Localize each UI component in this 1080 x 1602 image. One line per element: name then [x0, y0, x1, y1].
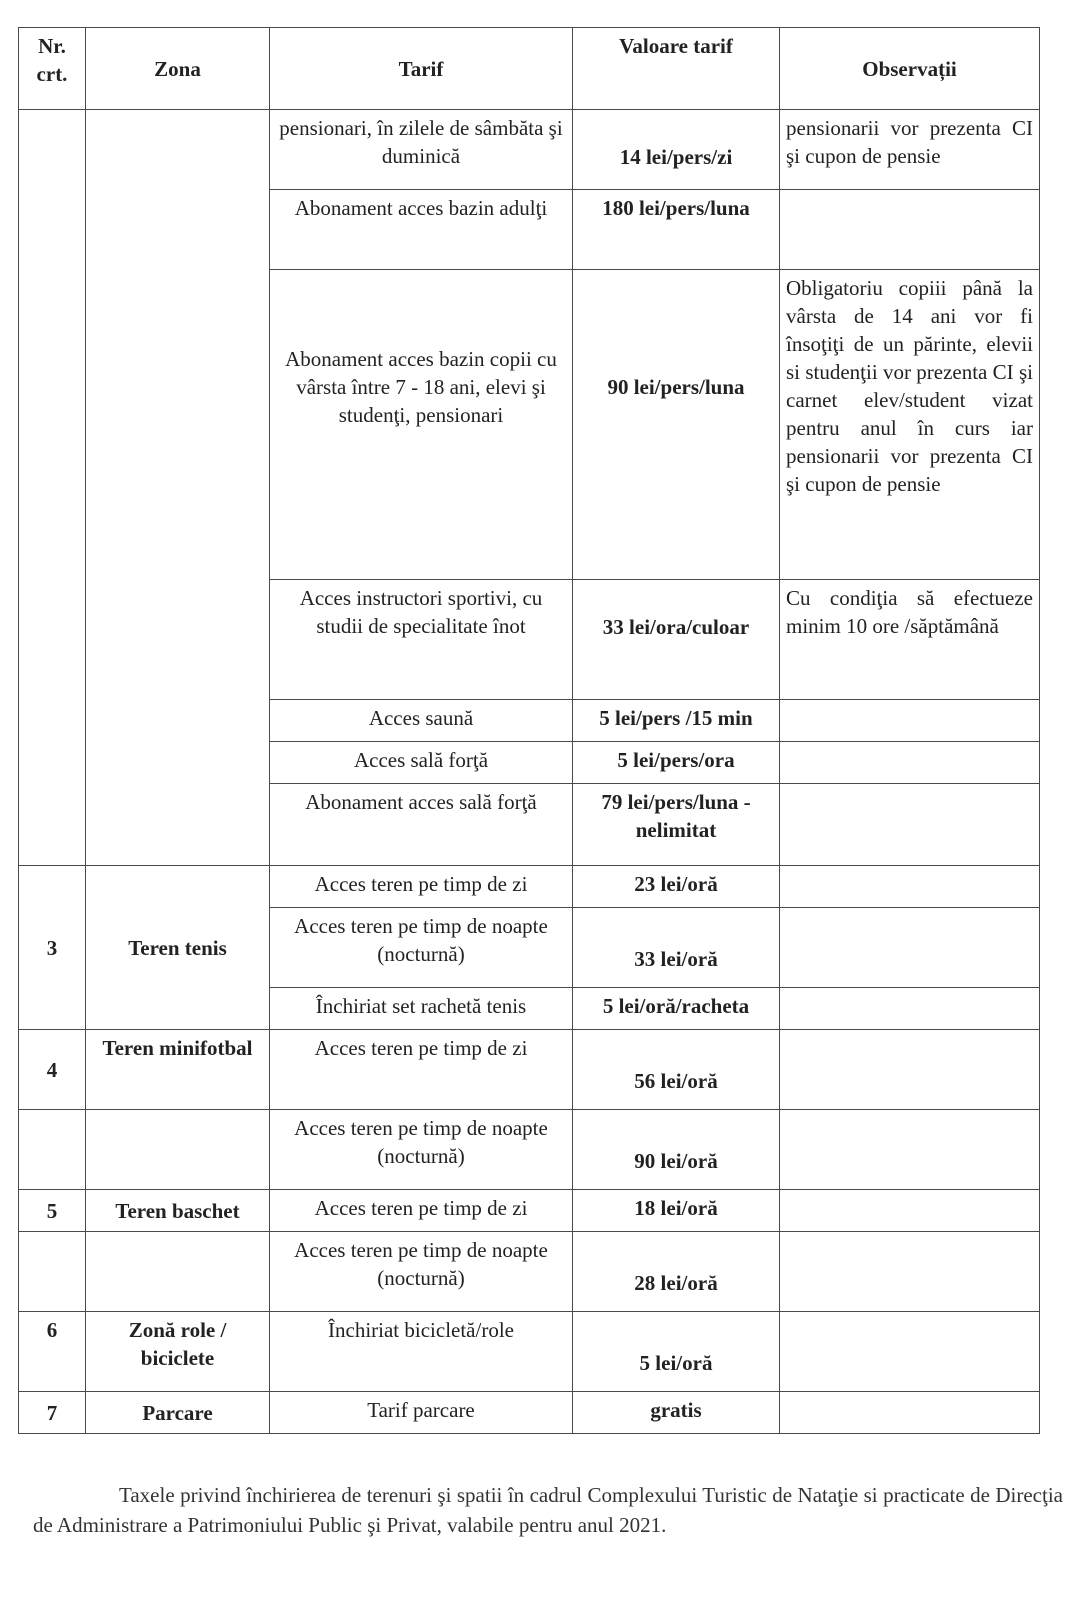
- nr-cell: 3: [19, 866, 86, 1030]
- header-nr: Nr. crt.: [19, 28, 86, 110]
- observatii-cell: [780, 700, 1040, 742]
- footer-note: [33, 1480, 1063, 1540]
- header-observatii: Observații: [780, 28, 1040, 110]
- observatii-cell: [780, 1392, 1040, 1434]
- tariff-table: [18, 27, 1040, 1434]
- valoare-cell: 90 lei/pers/luna: [573, 270, 780, 580]
- tarif-cell: Închiriat set rachetă tenis: [270, 988, 573, 1030]
- observatii-cell: [780, 742, 1040, 784]
- observatii-cell: [780, 1190, 1040, 1232]
- header-valoare: Valoare tarif: [573, 28, 780, 110]
- observatii-cell: [780, 1030, 1040, 1110]
- tarif-cell: pensionari, în zilele de sâmbăta şi duminică: [270, 110, 573, 190]
- valoare-cell: gratis: [573, 1392, 780, 1434]
- valoare-cell: 18 lei/oră: [573, 1190, 780, 1232]
- observatii-cell: Cu condiţia să efectueze minim 10 ore /săptămână: [780, 580, 1040, 700]
- tarif-cell: Închiriat bicicletă/role: [270, 1312, 573, 1392]
- valoare-cell: 5 lei/pers/ora: [573, 742, 780, 784]
- observatii-cell: [780, 988, 1040, 1030]
- tarif-cell: Acces sală forţă: [270, 742, 573, 784]
- nr-cell: 6: [19, 1312, 86, 1392]
- nr-cell: [19, 1110, 86, 1190]
- table-row: [19, 1312, 1040, 1392]
- tarif-cell: Abonament acces bazin copii cu vârsta între 7 - 18 ani, elevi şi studenţi, pensionari: [270, 270, 573, 580]
- tarif-cell: Tarif parcare: [270, 1392, 573, 1434]
- tarif-cell: Acces instructori sportivi, cu studii de specialitate înot: [270, 580, 573, 700]
- zona-cell: Teren tenis: [86, 866, 270, 1030]
- observatii-cell: [780, 866, 1040, 908]
- zona-cell: [86, 1110, 270, 1190]
- valoare-cell: 90 lei/oră: [573, 1110, 780, 1190]
- valoare-cell: 5 lei/oră/racheta: [573, 988, 780, 1030]
- observatii-cell: [780, 1110, 1040, 1190]
- nr-cell: [19, 1232, 86, 1312]
- tarif-cell: Acces saună: [270, 700, 573, 742]
- observatii-cell: [780, 784, 1040, 866]
- valoare-cell: 5 lei/oră: [573, 1312, 780, 1392]
- valoare-cell: 14 lei/pers/zi: [573, 110, 780, 190]
- table-header-row: [19, 28, 1040, 110]
- tarif-cell: Acces teren pe timp de zi: [270, 1030, 573, 1110]
- tarif-cell: Acces teren pe timp de zi: [270, 1190, 573, 1232]
- tarif-cell: Acces teren pe timp de zi: [270, 866, 573, 908]
- valoare-cell: 180 lei/pers/luna: [573, 190, 780, 270]
- table-row: [19, 1030, 1040, 1110]
- table-row: [19, 866, 1040, 908]
- zona-cell: [86, 1232, 270, 1312]
- tarif-cell: Acces teren pe timp de noapte (nocturnă): [270, 908, 573, 988]
- table-row: [19, 1110, 1040, 1190]
- footer-paragraph: Taxele privind închirierea de terenuri şi spatii în cadrul Complexului Turistic de Nataţie si practicate de Direcţia de Administrare a Patrimoniului Public şi Privat, valabile pentru anul 2021.: [33, 1483, 1063, 1537]
- zona-cell-empty: [86, 110, 270, 866]
- tarif-cell: Acces teren pe timp de noapte (nocturnă): [270, 1110, 573, 1190]
- nr-cell: 7: [19, 1392, 86, 1434]
- valoare-cell: 33 lei/ora/culoar: [573, 580, 780, 700]
- nr-cell: 5: [19, 1190, 86, 1232]
- observatii-cell: [780, 908, 1040, 988]
- valoare-cell: 79 lei/pers/luna - nelimitat: [573, 784, 780, 866]
- observatii-cell: Obligatoriu copiii până la vârsta de 14 ani vor fi însoţiţi de un părinte, elevii si studenţii vor prezenta CI şi carnet elev/student vizat pentru anul în curs iar pensionarii vor prezenta CI şi cupon de pensie: [780, 270, 1040, 580]
- valoare-cell: 23 lei/oră: [573, 866, 780, 908]
- tarif-cell: Abonament acces bazin adulţi: [270, 190, 573, 270]
- valoare-cell: 56 lei/oră: [573, 1030, 780, 1110]
- nr-cell-empty: [19, 110, 86, 866]
- tarif-cell: Acces teren pe timp de noapte (nocturnă): [270, 1232, 573, 1312]
- observatii-cell: pensionarii vor prezenta CI şi cupon de pensie: [780, 110, 1040, 190]
- header-zona: Zona: [86, 28, 270, 110]
- zona-cell: Teren baschet: [86, 1190, 270, 1232]
- observatii-cell: [780, 1312, 1040, 1392]
- zona-cell: Parcare: [86, 1392, 270, 1434]
- nr-cell: 4: [19, 1030, 86, 1110]
- valoare-cell: 33 lei/oră: [573, 908, 780, 988]
- observatii-cell: [780, 1232, 1040, 1312]
- table-row: [19, 1190, 1040, 1232]
- table-row: [19, 1392, 1040, 1434]
- table-row: [19, 110, 1040, 190]
- valoare-cell: 5 lei/pers /15 min: [573, 700, 780, 742]
- header-tarif: Tarif: [270, 28, 573, 110]
- table-row: [19, 1232, 1040, 1312]
- zona-cell: Zonă role / biciclete: [86, 1312, 270, 1392]
- tarif-cell: Abonament acces sală forţă: [270, 784, 573, 866]
- valoare-cell: 28 lei/oră: [573, 1232, 780, 1312]
- observatii-cell: [780, 190, 1040, 270]
- zona-cell: Teren minifotbal: [86, 1030, 270, 1110]
